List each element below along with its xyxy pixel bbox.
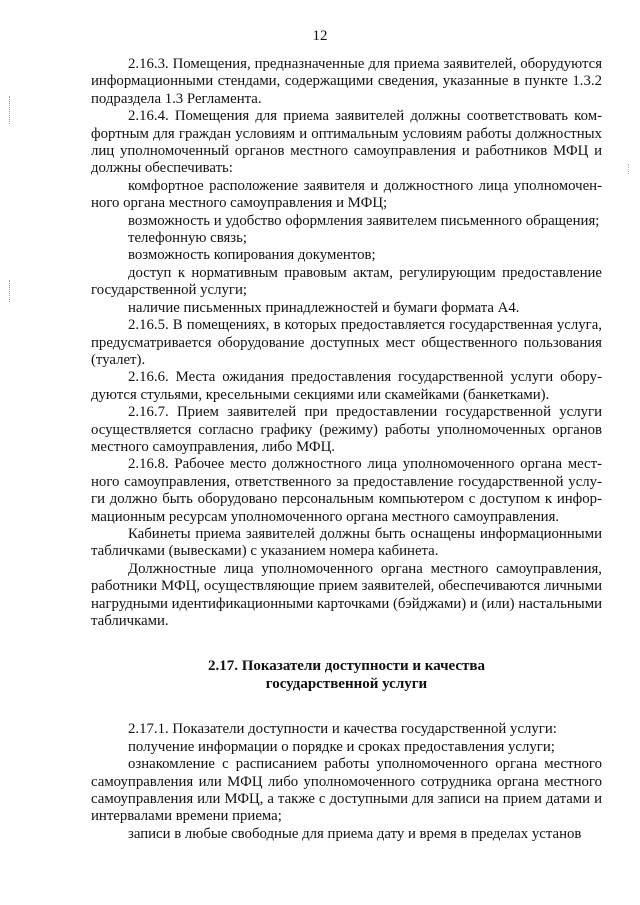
paragraph: 2.16.6. Места ожидания предоставления государственной услуги оборудуются стульями, кресельными секциями или скамейками (банкетками).	[91, 369, 602, 403]
paragraph: Кабинеты приема заявителей должны быть оснащены информационными табличками (вывесками) с указанием номера кабинета.	[91, 525, 602, 560]
paragraph: 2.16.7. Прием заявителей при предоставлении государственной услуги осуществляется согласно графику (режиму) работы уполномоченных органов местного самоуправления, либо МФЦ.	[91, 404, 602, 455]
list-item: возможность копирования документов;	[128, 247, 376, 264]
list-item: получение информации о порядке и сроках предоставления услуги;	[128, 738, 555, 755]
document-body	[91, 56, 602, 843]
scan-margin-mark	[9, 96, 12, 124]
list-item: комфортное расположение заявителя и должностного лица уполномоченного органа местного самоуправления и МФЦ;	[91, 177, 602, 212]
paragraph: 2.16.5. В помещениях, в которых предоставляется государственная услуга, предусматривается оборудование доступных мест общественного пользования (туалет).	[91, 317, 602, 368]
list-item: телефонную связь;	[128, 230, 248, 247]
paragraph: 2.16.4. Помещения для приема заявителей должны соответствовать комфортным для граждан условиям и оптимальным условиям работы должностных лиц уполномоченный органов местного самоуправления и работников МФЦ и должны обеспечивать:	[91, 108, 602, 177]
list-item: доступ к нормативным правовым актам, регулирующим предоставление государственной услуги;	[91, 264, 602, 299]
list-item: ознакомление с расписанием работы уполномоченного органа местного самоуправления или МФЦ либо уполномоченного сотрудника органа местного самоуправления или МФЦ, а также с доступными для записи на прием датами и интервалами времени приема;	[91, 756, 602, 825]
paragraph: 2.17.1. Показатели доступности и качества государственной услуги:	[128, 721, 557, 738]
scan-margin-mark	[628, 164, 631, 174]
list-item: записи в любые свободные для приема дату и время в пределах установ	[128, 825, 582, 842]
paragraph: 2.16.8. Рабочее место должностного лица уполномоченного органа местного самоуправления, ответственного за предоставление государственной услуги должно быть оборудовано персональным компьютером с доступом к информационным ресурсам уполномоченного органа местного самоуправления.	[91, 456, 602, 525]
list-item: наличие письменных принадлежностей и бумаги формата А4.	[128, 299, 520, 316]
page-number: 12	[312, 28, 328, 44]
paragraph: 2.16.3. Помещения, предназначенные для приема заявителей, оборудуются информационными стендами, содержащими сведения, указанные в пункте 1.3.2 подраздела 1.3 Регламента.	[91, 56, 602, 107]
section-heading-line: 2.17. Показатели доступности и качества	[207, 658, 486, 675]
paragraph: Должностные лица уполномоченного органа местного самоуправления, работники МФЦ, осуществляющие прием заявителей, обеспечиваются личными нагрудными идентификационными карточками (бэйджами) и (или) настальными табличками.	[91, 560, 602, 629]
list-item: возможность и удобство оформления заявителем письменного обращения;	[128, 212, 600, 229]
scan-margin-mark	[9, 280, 12, 302]
section-heading	[91, 657, 602, 693]
section-heading-line: государственной услуги	[265, 676, 428, 693]
